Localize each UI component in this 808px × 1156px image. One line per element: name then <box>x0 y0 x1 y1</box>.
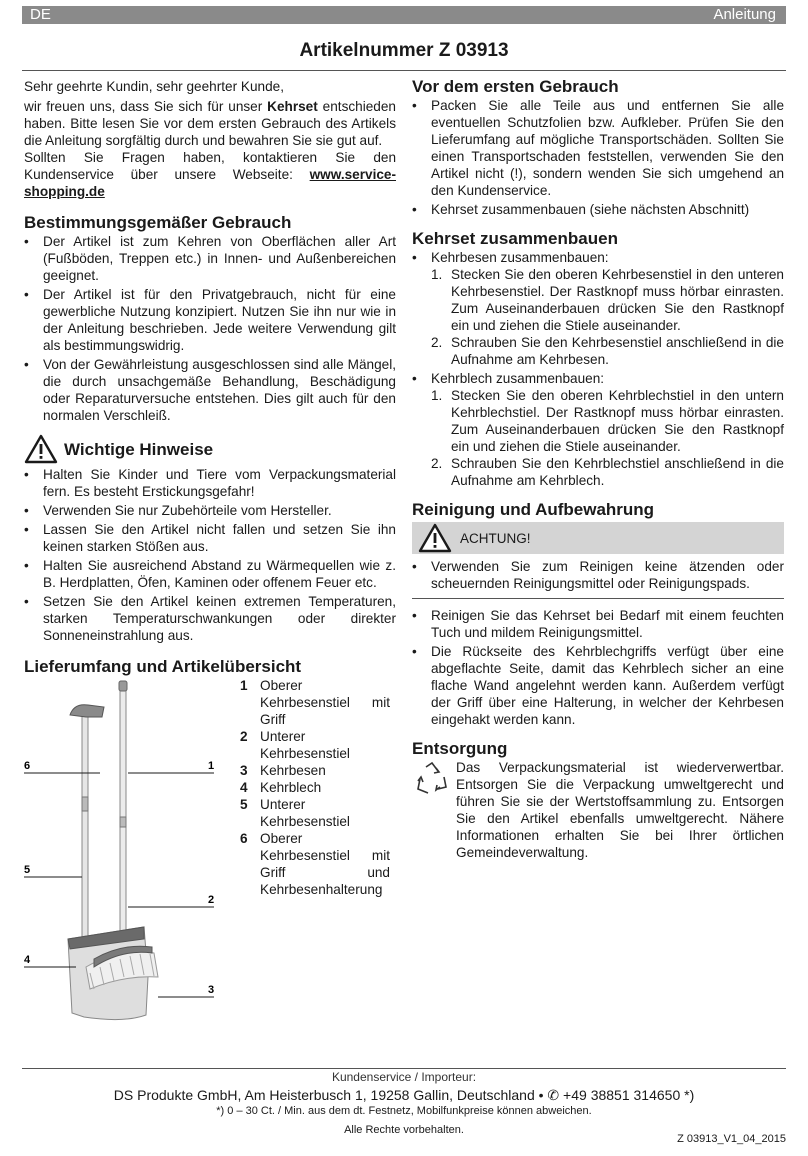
caution-divider <box>412 598 784 599</box>
list-item <box>412 249 784 368</box>
disposal-block <box>412 759 784 861</box>
list-item: • Halten Sie Kinder und Tiere vom Verpackungsmaterial fern. Es besteht Erstickungsgefahr! <box>24 466 396 500</box>
step-text: Schrauben Sie den Kehrblechstiel anschließend in die Aufnahme am Kehrblech. <box>451 456 784 488</box>
intended-use-list <box>24 233 396 424</box>
list-item <box>240 779 390 796</box>
step-item: 1. Stecken Sie den oberen Kehrbesenstiel in den unteren Kehrbesenstiel. Der Rastknopf muss hörbar einrasten. Zum Auseinanderbauen drücken Sie den Rastknopf ein und ziehen die Stiele auseinander. <box>431 267 784 333</box>
service-text: Sollten Sie Fragen haben, kontaktieren Sie den Kundenservice über unsere Webseite: <box>24 150 396 182</box>
website-link[interactable]: www.service-shopping.de <box>24 167 396 199</box>
part-number: 3 <box>240 763 248 778</box>
step-item: 2. Schrauben Sie den Kehrbesenstiel anschließend in die Aufnahme am Kehrbesen. <box>431 335 784 367</box>
assembly-heading: Kehrset zusammenbauen <box>412 229 618 248</box>
intro-text-cont: entschieden haben. Bitte lesen Sie vor dem ersten Gebrauch des Artikels die Anleitung sorgfältig durch und bewahren Sie sie gut auf. <box>24 99 396 148</box>
recycle-icon <box>412 759 452 799</box>
warning-icon <box>24 434 58 464</box>
page-title: Artikelnummer Z 03913 <box>299 40 509 61</box>
part-number: 6 <box>240 831 248 846</box>
list-item: • Der Artikel ist zum Kehren von Oberflächen aller Art (Fußböden, Treppen etc.) in Innen- und Außenbereichen geeignet. <box>24 233 396 284</box>
list-item: • Reinigen Sie das Kehrset bei Bedarf mit einem feuchten Tuch und mildem Reinigungsmittel. <box>412 607 784 641</box>
list-item: • Packen Sie alle Teile aus und entfernen Sie alle eventuellen Schutzfolien bzw. Aufkleber. Prüfen Sie den Lieferumfang auf mögliche Transportschäden. Sollten Sie einen Transportschaden feststellen, verwenden Sie den Artikel nicht (!), sondern wenden Sie sich umgehend an den Kundenservice. <box>412 97 784 199</box>
list-item <box>412 370 784 489</box>
title-divider <box>22 70 786 71</box>
part-name: Kehrblech <box>260 780 322 795</box>
figure-label-1: 1 <box>208 760 215 772</box>
important-heading: Wichtige Hinweise <box>64 439 214 459</box>
step-item: 1. Stecken Sie den oberen Kehrblechstiel in den untern Kehrblechstiel. Der Rastknopf muss hörbar einrasten. Zum Auseinanderbauen drücken Sie den Rastknopf ein und ziehen die Stiele auseinander. <box>431 388 784 454</box>
broom-steps <box>431 266 784 368</box>
footer-rights: Alle Rechte vorbehalten. <box>344 1124 464 1136</box>
list-item: • Halten Sie ausreichend Abstand zu Wärmequellen wie z. B. Herdplatten, Öfen, Kaminen oder offenem Feuer etc. <box>24 557 396 591</box>
list-item: • Lassen Sie den Artikel nicht fallen und setzen Sie ihn keinen starken Stößen aus. <box>24 521 396 555</box>
cleaning-list <box>412 607 784 728</box>
caution-label: ACHTUNG! <box>460 530 531 546</box>
list-item: • Verwenden Sie nur Zubehörteile vom Hersteller. <box>24 502 396 519</box>
parts-list <box>240 677 390 1037</box>
list-item <box>240 728 390 762</box>
important-list <box>24 466 396 644</box>
footer-divider <box>22 1068 786 1069</box>
part-name: Oberer Kehrbesenstiel mit Griff <box>260 678 390 727</box>
footer-address: DS Produkte GmbH, Am Heisterbusch 1, 19258 Gallin, Deutschland • ✆ +49 38851 314650 *) <box>113 1087 695 1103</box>
product-name: Kehrset <box>267 99 318 114</box>
document-id: Z 03913_V1_04_2015 <box>677 1133 786 1145</box>
part-name: Unterer Kehrbesenstiel <box>260 729 350 761</box>
step-text: Stecken Sie den oberen Kehrblechstiel in den untern Kehrblechstiel. Der Rastknopf muss hörbar einrasten. Zum Auseinanderbauen drücken Sie den Rastknopf ein und ziehen die Stiele auseinander. <box>451 388 784 454</box>
part-number: 2 <box>240 729 248 744</box>
part-number: 5 <box>240 797 248 812</box>
footer-note: *) 0 – 30 Ct. / Min. aus dem dt. Festnetz, Mobilfunkpreise können abweichen. <box>216 1105 592 1117</box>
list-item: • Der Artikel ist für den Privatgebrauch, nicht für eine gewerbliche Nutzung konzipiert. Nutzen Sie ihn nur wie in der Anleitung beschrieben. Jede weitere Verwendung gilt als bestimmungswidrig. <box>24 286 396 354</box>
warning-icon <box>418 523 452 553</box>
broom-assembly-title: Kehrbesen zusammenbauen: <box>431 250 609 265</box>
figure-label-3: 3 <box>208 984 215 996</box>
left-column <box>24 78 396 1037</box>
assembly-list <box>412 249 784 489</box>
list-item <box>240 677 390 728</box>
language-label: DE <box>30 6 51 23</box>
part-number: 4 <box>240 780 248 795</box>
figure-label-2: 2 <box>208 894 215 906</box>
right-column <box>412 78 784 861</box>
caution-list <box>412 558 784 592</box>
intro-paragraph <box>24 98 396 149</box>
intended-use-heading: Bestimmungsgemäßer Gebrauch <box>24 213 292 232</box>
important-heading-row <box>24 434 396 464</box>
dustpan-assembly-title: Kehrblech zusammenbauen: <box>431 371 605 386</box>
list-item: • Setzen Sie den Artikel keinen extremen Temperaturen, starken Temperaturschwankungen oder direkter Sonneneinstrahlung aus. <box>24 593 396 644</box>
document-type-label: Anleitung <box>713 6 776 23</box>
dustpan-steps <box>431 387 784 489</box>
part-name: Unterer Kehrbesenstiel <box>260 797 350 829</box>
product-figure <box>24 677 240 1037</box>
disposal-text: Das Verpackungsmaterial ist wiederverwertbar. Entsorgen Sie die Verpackung umweltgerecht und führen Sie sie der Wertstoffsammlung zu. Entsorgen Sie den Artikel ebenfalls umweltgerecht. Nähere Informationen erhalten Sie bei Ihrer örtlichen Gemeindeverwaltung. <box>456 760 784 860</box>
first-use-heading: Vor dem ersten Gebrauch <box>412 77 619 96</box>
list-item: • Verwenden Sie zum Reinigen keine ätzenden oder scheuernden Reinigungsmittel oder Reinigungspads. <box>412 558 784 592</box>
broom-set-illustration <box>24 677 240 1037</box>
figure-label-6: 6 <box>24 760 31 772</box>
disposal-heading: Entsorgung <box>412 739 508 758</box>
header-bar <box>22 6 786 24</box>
step-text: Stecken Sie den oberen Kehrbesenstiel in den unteren Kehrbesenstiel. Der Rastknopf muss hörbar einrasten. Zum Auseinanderbauen drücken Sie den Rastknopf ein und ziehen die Stiele auseinander. <box>451 267 784 333</box>
list-item <box>240 796 390 830</box>
scope-heading: Lieferumfang und Artikelübersicht <box>24 657 302 676</box>
list-item: • Von der Gewährleistung ausgeschlossen sind alle Mängel, die durch unsachgemäße Behandlung, Beschädigung oder Reparaturversuche entstehen. Dies gilt auch für den normalen Verschleiß. <box>24 356 396 424</box>
list-item <box>240 830 390 898</box>
footer-service-label: Kundenservice / Importeur: <box>331 1070 477 1084</box>
part-name: Oberer Kehrbesenstiel mit Griff und Kehrbesenhalterung <box>260 831 390 897</box>
figure-label-4: 4 <box>24 954 31 966</box>
first-use-list <box>412 97 784 218</box>
intro-text: wir freuen uns, dass Sie sich für unser <box>24 99 268 114</box>
list-item: • Kehrset zusammenbauen (siehe nächsten Abschnitt) <box>412 201 784 218</box>
step-item: 2. Schrauben Sie den Kehrblechstiel anschließend in die Aufnahme am Kehrblech. <box>431 456 784 488</box>
step-text: Schrauben Sie den Kehrbesenstiel anschließend in die Aufnahme am Kehrbesen. <box>451 335 784 367</box>
caution-banner <box>412 522 784 554</box>
parts-overview <box>24 677 396 1037</box>
cleaning-heading: Reinigung und Aufbewahrung <box>412 500 655 519</box>
part-number: 1 <box>240 678 248 693</box>
figure-label-5: 5 <box>24 864 31 876</box>
greeting: Sehr geehrte Kundin, sehr geehrter Kunde, <box>24 79 284 94</box>
list-item: • Die Rückseite des Kehrblechgriffs verfügt über eine abgeflachte Seite, damit das Kehrblech sicher an eine flache Wand angelehnt werden kann. Außerdem verfügt der Griff über eine Halterung, in welcher der Kehrbesen eingehakt werden kann. <box>412 643 784 728</box>
list-item <box>240 762 390 779</box>
service-paragraph <box>24 149 396 200</box>
part-name: Kehrbesen <box>260 763 326 778</box>
